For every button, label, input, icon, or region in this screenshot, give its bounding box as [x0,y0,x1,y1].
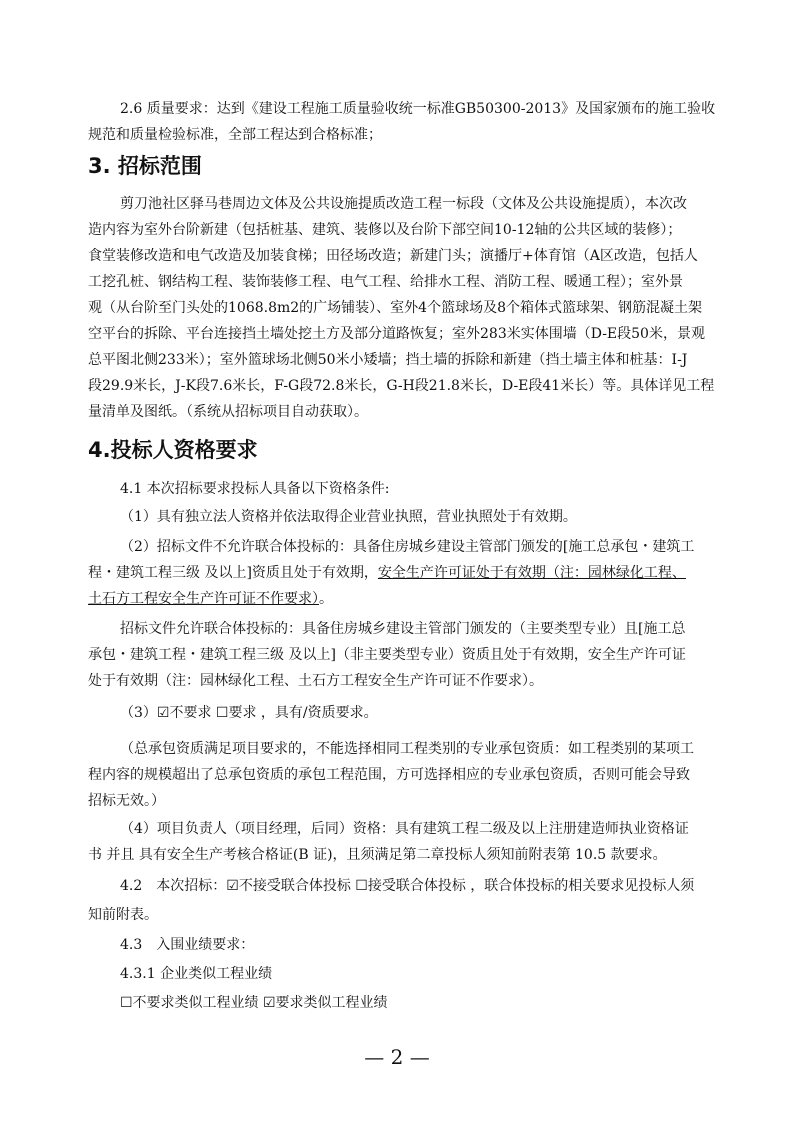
similar-project-heading: 4.3.1 企业类似工程业绩 [120,966,273,982]
scope-line: 食堂装修改造和电气改造及加装食梯；田径场改造；新建门头；演播厅+体育馆（A区改造，包括人 [88,248,698,264]
joint-bid-line-3: 处于有效期（注：园林绿化工程、土石方工程安全生产许可证不作要求）。 [88,673,543,689]
general-contract-note-line-3: 招标无效。） [88,793,165,809]
scope-line: 空平台的拆除、平台连接挡土墙处挖土方及部分道路恢复；室外283米实体围墙（D-E段50米，景观 [88,326,705,342]
underlined-safety-license-text: 安全生产许可证处于有效期（注：园林绿化工程、 [377,565,686,581]
scope-line: 观（从台阶至门头处的1068.8m2的广场铺装）、室外4个篮球场及8个箱体式篮球架、钢筋混凝土架 [88,300,702,316]
underlined-safety-license-text: 土石方工程安全生产许可证不作要求） [88,591,319,607]
qualification-intro: 4.1 本次招标要求投标人具备以下资格条件: [120,481,390,497]
qualification-item-1: （1）具有独立法人资格并依法取得企业营业执照，营业执照处于有效期。 [120,509,577,525]
scope-line: 造内容为室外台阶新建（包括桩基、建筑、装修以及台阶下部空间10-12轴的公共区域的装修）； [88,222,682,238]
section-4-heading: 4.投标人资格要求 [88,438,258,462]
page-number: — 2 — [364,1045,430,1069]
qualification-text: 程・建筑工程三级 及以上]资质且处于有效期， [88,565,378,581]
joint-bid-line-1: 招标文件允许联合体投标的：具备住房城乡建设主管部门颁发的（主要类型专业）且[施工总 [120,621,686,637]
section-3-heading: 3. 招标范围 [88,154,202,178]
general-contract-note-line-1: （总承包资质满足项目要求的，不能选择相同工程类别的专业承包资质：如工程类别的某项工 [120,741,694,757]
scope-line: 量清单及图纸。（系统从招标项目自动获取）。 [88,404,368,420]
scope-line: 工挖孔桩、钢结构工程、装饰装修工程、电气工程、给排水工程、消防工程、暖通工程）；室外景 [88,274,683,290]
joint-bid-option-line-1: 4.2 本次招标：☑不接受联合体投标 ☐接受联合体投标 ，联合体投标的相关要求见投标人须 [120,878,695,894]
similar-project-options: ☐不要求类似工程业绩 ☑要求类似工程业绩 [120,995,388,1011]
quality-requirement-line-2: 规范和质量检验标准，全部工程达到合格标准； [88,127,382,143]
scope-line: 段29.9米长，J-K段7.6米长，F-G段72.8米长，G-H段21.8米长，D-E段41米长）等。具体详见工程 [88,378,715,394]
general-contract-note-line-2: 程内容的规模超出了总承包资质的承包工程范围，方可选择相应的专业承包资质，否则可能会导致 [88,767,690,783]
qualification-item-3: （3）☑不要求 ☐要求 ，具有/资质要求。 [120,705,378,721]
qualification-item-2-line-3 [88,589,720,609]
project-manager-line-1: （4）项目负责人（项目经理，后同）资格：具有建筑工程二级及以上注册建造师执业资格证 [120,821,689,837]
scope-line: 剪刀池社区驿马巷周边文体及公共设施提质改造工程一标段（文体及公共设施提质），本次改 [120,196,687,212]
quality-requirement-line-1: 2.6 质量要求：达到《建设工程施工质量验收统一标准GB50300-2013》及国家颁布的施工验收 [120,101,716,117]
project-manager-line-2: 书 并且 具有安全生产考核合格证(B 证)，且须满足第二章投标人须知前附表第 10.5 款要求。 [88,847,667,863]
performance-requirement-heading: 4.3 入围业绩要求： [120,937,255,953]
joint-bid-option-line-2: 知前附表。 [88,907,158,923]
joint-bid-line-2: 承包・建筑工程・建筑工程三级 及以上]（非主要类型专业）资质且处于有效期，安全生产许可证 [88,647,686,663]
qualification-item-2-line-2 [88,563,720,583]
qualification-item-2-line-1: （2）招标文件不允许联合体投标的：具备住房城乡建设主管部门颁发的[施工总承包・建筑工 [120,539,695,555]
qualification-text: 。 [319,591,333,607]
scope-line: 总平图北侧233米）；室外篮球场北侧50米小矮墙；挡土墙的拆除和新建（挡土墙主体和桩基：I-J [88,352,688,368]
